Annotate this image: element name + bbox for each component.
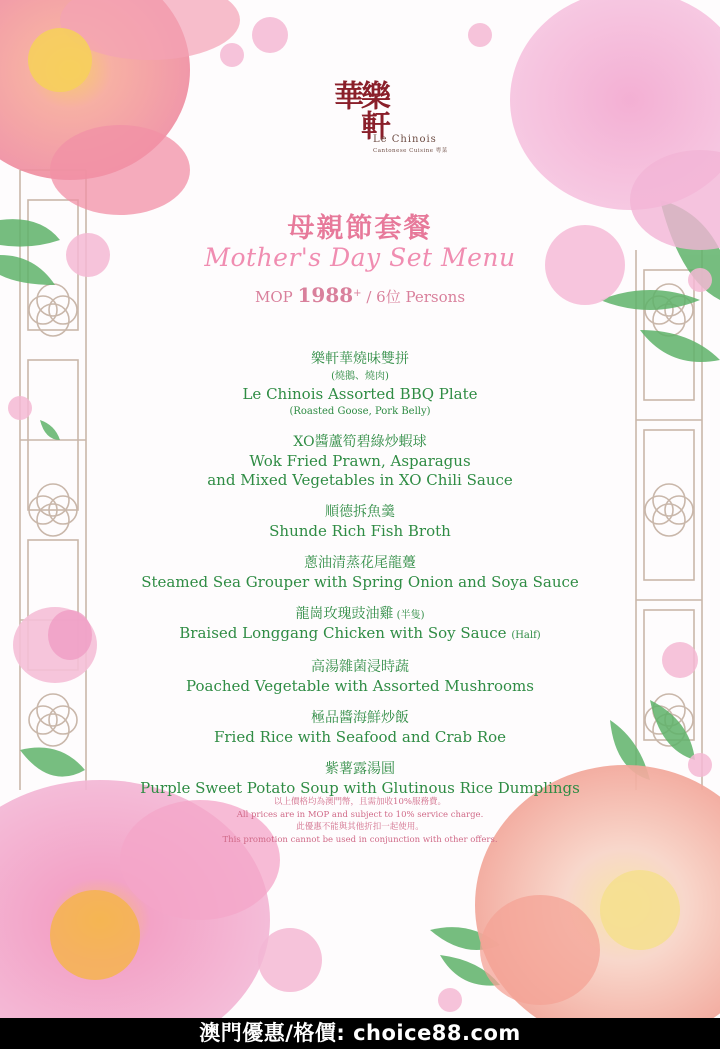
logo-subtitle: Cantonese Cuisine 粵菜: [373, 148, 448, 154]
title-english: Mother's Day Set Menu: [204, 243, 516, 272]
dish-name-en: Purple Sweet Potato Soup with Glutinous Rice Dumplings: [140, 779, 580, 797]
terms-line: This promotion cannot be used in conjunction with other offers.: [222, 834, 498, 845]
dish-portion-cn: (半隻): [393, 610, 425, 621]
dish-name-cn: 高湯雜菌浸時蔬: [311, 659, 409, 675]
dish-name-cn: [110, 605, 610, 624]
dish-name-cn: 極品醬海鮮炒飯: [311, 710, 409, 726]
dish-note-cn: (燒鵝、燒肉): [331, 371, 389, 382]
menu-item: [110, 350, 610, 420]
dish-name-en: Shunde Rich Fish Broth: [269, 522, 451, 540]
terms-line: 此優惠不能與其他折扣一起使用。: [296, 822, 424, 832]
dish-name-cn: 蔥油清蒸花尾龍躉: [304, 555, 416, 571]
menu-item: [110, 605, 610, 645]
price-suffix: / 6位 Persons: [361, 288, 466, 306]
dish-name-en: Steamed Sea Grouper with Spring Onion and Soya Sauce: [141, 573, 579, 591]
dish-name-en-line2: and Mixed Vegetables in XO Chili Sauce: [207, 471, 513, 489]
price-line: [160, 283, 560, 307]
dish-note-en: (Roasted Goose, Pork Belly): [289, 406, 431, 417]
dish-name-cn: 樂軒華燒味雙拼: [311, 351, 409, 367]
menu-item: [110, 658, 610, 696]
dish-name-en: [110, 624, 610, 645]
dish-portion-en: (Half): [511, 630, 541, 641]
menu-item: [110, 554, 610, 592]
logo-name: Le Chinois: [373, 134, 437, 145]
dish-name-en: Le Chinois Assorted BBQ Plate: [242, 385, 478, 403]
menu-item: [110, 709, 610, 747]
price-value: 1988: [297, 283, 354, 307]
price-prefix: MOP: [254, 288, 298, 306]
terms-line: 以上價格均為澳門幣，且需加收10%服務費。: [274, 797, 446, 807]
dish-name-en: Wok Fried Prawn, Asparagus: [249, 452, 471, 470]
menu-list: [110, 350, 610, 811]
dish-name-en-text: Braised Longgang Chicken with Soy Sauce: [179, 624, 507, 642]
menu-item: [110, 433, 610, 490]
dish-name-en: Fried Rice with Seafood and Crab Roe: [213, 728, 507, 746]
price-plus: +: [353, 288, 362, 299]
dish-name-cn: 順德拆魚羹: [325, 504, 395, 520]
dish-name-en: Poached Vegetable with Assorted Mushrooms: [186, 677, 534, 695]
dish-name-cn: XO醬蘆筍碧綠炒蝦球: [293, 434, 427, 450]
terms-footer: [160, 796, 560, 846]
restaurant-logo: [328, 80, 448, 164]
menu-item: [110, 760, 610, 798]
menu-item: [110, 503, 610, 541]
dish-name-cn: 紫薯露湯圓: [325, 761, 395, 777]
title-chinese: 母親節套餐: [287, 213, 433, 244]
watermark-bar: 澳門優惠/格價: choice88.com: [0, 1018, 720, 1049]
dish-name-cn-text: 龍崗玫瑰豉油雞: [295, 606, 394, 622]
terms-line: All prices are in MOP and subject to 10% service charge.: [236, 809, 484, 820]
logo-chinese-mark: 樂軒華: [328, 80, 390, 140]
